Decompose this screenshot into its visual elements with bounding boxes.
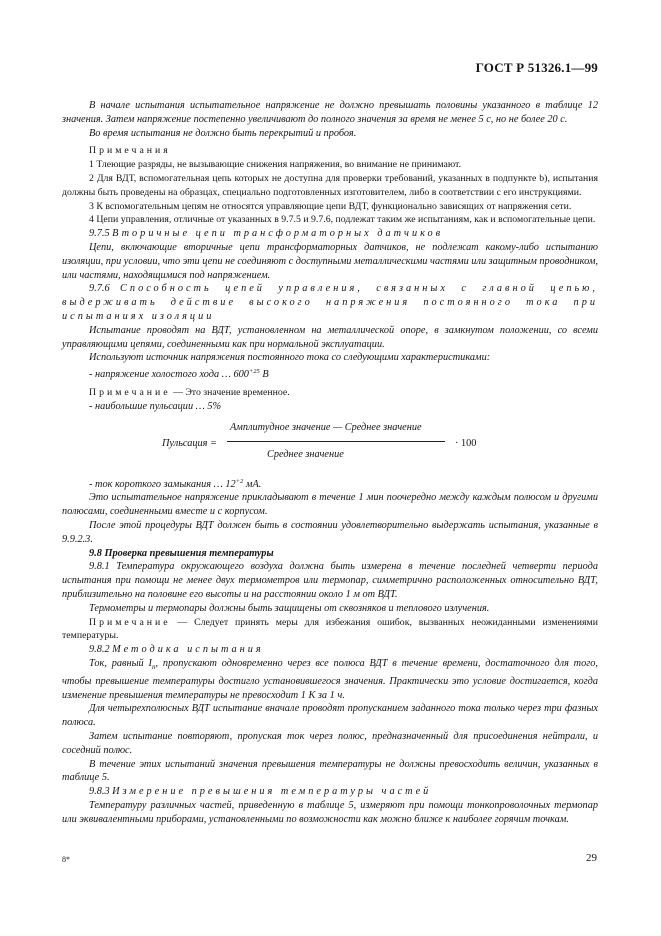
- note-1: 1 Тлеющие разряды, не вызывающие снижения напряжения, во внимание не принимают.: [89, 159, 462, 171]
- signature-mark: 8*: [62, 855, 70, 864]
- list-item: - наибольшие пульсации … 5%: [89, 400, 222, 412]
- paragraph: Затем испытание повторяют, пропуская ток через полюс, предназначенный для присоединения нейтрали, и соседний полюс.: [62, 730, 598, 756]
- formula-numerator: Амплитудное значение — Среднее значение: [230, 421, 422, 433]
- section-heading-9-8: 9.8 Проверка превышения температуры: [89, 547, 274, 559]
- section-heading-9-7-6: 9.7.6 Способность цепей управления, связанных с главной цепью, выдерживать действие высокого напряжения постоянного тока при испытаниях изоляции: [62, 283, 598, 322]
- paragraph: Температуру различных частей, приведенную в таблице 5, измеряют при помощи тонкопроволочных термопар или эквивалентными приборами, установленными по возможности как можно ближе к наиболее горячим точкам.: [62, 799, 598, 825]
- list-item: - напряжение холостого хода … $600^{+25}$ В: [89, 368, 269, 381]
- section-heading-9-8-3: 9.8.3 Измерение превышения температуры частей: [89, 786, 432, 798]
- note-temporary: Примечание — Это значение временное.: [89, 386, 290, 398]
- paragraph: 9.8.1 Температура окружающего воздуха должна быть измерена в течение последней четверти периода испытания при помощи не менее двух термометров или термопар, симметрично расположенных относительно ВДТ, приблизительно на половине его высоты и на расстоянии около 1 м от ВДТ.: [62, 561, 598, 600]
- paragraph: Испытание проводят на ВДТ, установленном на металлической опоре, в замкнутом положении, со всеми управляющими цепями, соединенными как при нормальной эксплуатации.: [62, 324, 598, 350]
- paragraph: Для четырехполюсных ВДТ испытание вначале проводят пропусканием заданного тока только через три фазных полюса.: [62, 703, 598, 729]
- note-temperature: Примечание — Следует принять меры для избежания ошибок, вызванных неожиданными изменениями температуры.: [62, 616, 598, 642]
- formula-multiplier: · 100: [455, 437, 477, 449]
- section-heading-9-8-2: 9.8.2 Методика испытания: [89, 644, 264, 656]
- paragraph: Это испытательное напряжение прикладывают в течение 1 мин поочередно между каждым полюсом и другими полюсами, соединенными вместе и с корпусом.: [62, 492, 598, 518]
- list-item: - ток короткого замыкания … $12^{+2}$ мА.: [89, 477, 262, 490]
- page-body: [62, 99, 598, 827]
- notes-heading: Примечания: [89, 145, 171, 157]
- note-2: 2 Для ВДТ, вспомогательная цепь которых не доступна для проверки требований, указанных в подпункте b), испытания должны быть проведены на образцах, специально подготовленных изготовителем, либо в соответствии с его инструкциями.: [62, 172, 598, 198]
- note-4: 4 Цепи управления, отличные от указанных в 9.7.5 и 9.7.6, подлежат таким же испытаниям, как и вспомогательные цепи.: [89, 214, 596, 226]
- paragraph: Цепи, включающие вторичные цепи трансформаторных датчиков, не подлежат какому-либо испытанию изоляции, при условии, что эти цепи не соединяют с доступными металлическими частями или защитным проводником, или частями, находящимися под напряжением.: [62, 241, 598, 281]
- fraction-line: [227, 441, 445, 442]
- paragraph: Во время испытания не должно быть перекрытий и пробоя.: [89, 127, 357, 139]
- ripple-formula: [62, 421, 598, 471]
- note-3: 3 К вспомогательным цепям не относятся управляющие цепи ВДТ, функционально зависящих от напряжения сети.: [89, 200, 572, 212]
- paragraph: Ток, равный $I_n$, пропускают одновременно через все полюса ВДТ в течение времени, достаточного для того, чтобы превышение температуры достигло установившегося значения. Практически это условие достигается, когда изменение превышения температуры не превосходит 1 К за 1 ч.: [62, 657, 598, 701]
- standard-header: ГОСТ Р 51326.1—99: [475, 60, 598, 75]
- formula-denominator: Среднее значение: [267, 448, 344, 460]
- paragraph: В начале испытания испытательное напряжение не должно превышать половины указанного в таблице 12 значения. Затем напряжение постепенно увеличивают до полного значения за время не менее 5 с, но не более 20 с.: [62, 100, 598, 125]
- paragraph: Используют источник напряжения постоянного тока со следующими характеристиками:: [89, 352, 491, 364]
- formula-lhs: Пульсация =: [162, 437, 217, 449]
- paragraph: В течение этих испытаний значения превышения температуры не должны превосходить величин, указанных в таблице 5.: [62, 758, 598, 784]
- section-heading-9-7-5: 9.7.5 Вторичные цепи трансформаторных датчиков: [89, 228, 444, 240]
- paragraph: Термометры и термопары должны быть защищены от сквозняков и теплового излучения.: [89, 602, 490, 614]
- paragraph: После этой процедуры ВДТ должен быть в состоянии удовлетворительно выдержать испытания, указанные в 9.9.2.3.: [62, 519, 598, 545]
- page-number: 29: [586, 852, 597, 864]
